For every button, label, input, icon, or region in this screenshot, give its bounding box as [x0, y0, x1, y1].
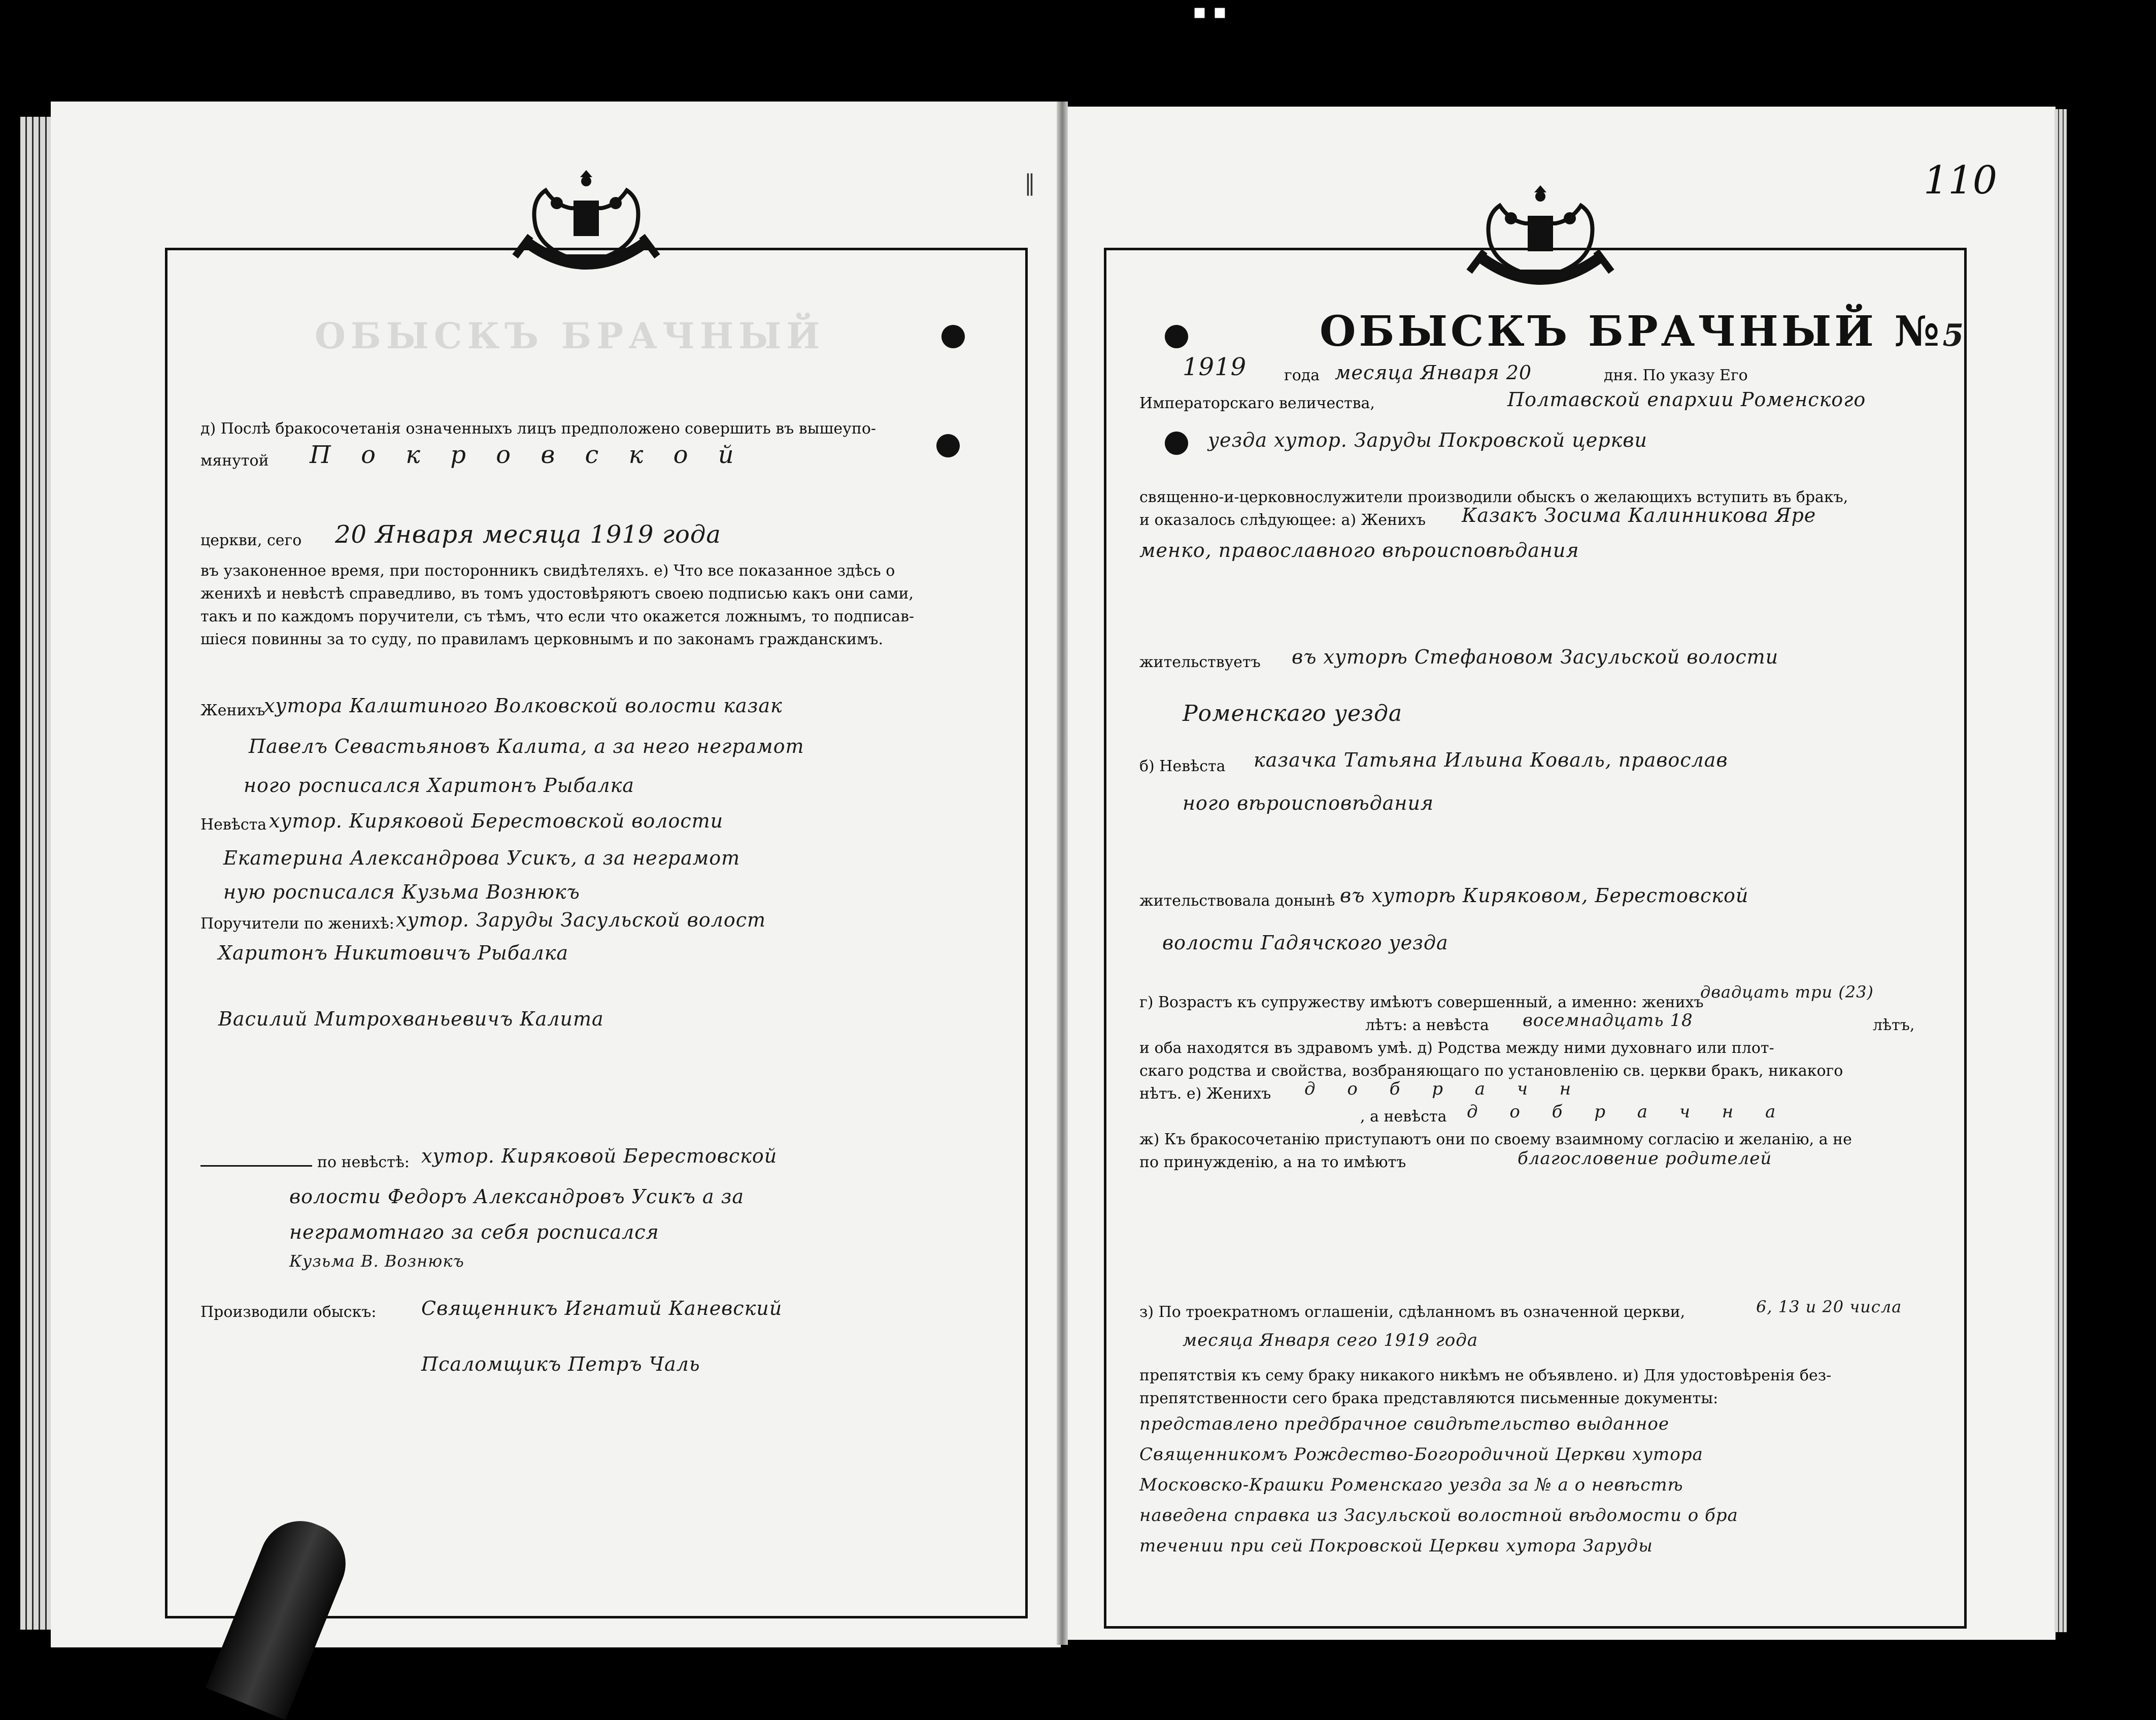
groom-description-handwritten: менко, православного вѣроисповѣдания — [1139, 539, 1579, 561]
documents-handwritten: Московско-Крашки Роменскаго уезда за № а о невѣстѣ — [1139, 1475, 1683, 1495]
guarantor-signature-line: неграмотнаго за себя росписался — [289, 1221, 659, 1243]
header-line2-handwritten: Полтавской епархии Роменского — [1507, 388, 1866, 411]
blessing-handwritten: благословение родителей — [1518, 1148, 1772, 1169]
groom-signature-line: Павелъ Севастьяновъ Калита, а за него неграмот — [249, 735, 804, 757]
groom-residence-handwritten: Роменскаго уезда — [1183, 701, 1403, 726]
bride-residence-handwritten: волости Гадячского уезда — [1162, 932, 1448, 954]
banns-dates-handwritten: месяца Января сего 1919 года — [1183, 1330, 1478, 1350]
groom-age-handwritten: двадцать три (23) — [1700, 982, 1874, 1002]
priest-signature: Священникъ Игнатий Каневский — [421, 1297, 783, 1319]
documents-handwritten: Священникомъ Рождество-Богородичной Церкви хутора — [1139, 1444, 1703, 1465]
age-line: лѣтъ, — [1873, 1016, 1915, 1034]
bleed-through-text: ОБЫСКЪ БРАЧНЫЙ — [315, 315, 825, 357]
age-line: по принужденію, а на то имѣютъ — [1139, 1153, 1406, 1171]
bride-label-right: б) Невѣста — [1139, 757, 1226, 775]
guarantor-signature-line: Харитонъ Никитовичъ Рыбалка — [218, 942, 569, 964]
book-gutter — [1057, 102, 1068, 1645]
age-line: г) Возрастъ къ супружеству имѣютъ совершенный, а именно: женихъ — [1139, 994, 1704, 1011]
binding-hole — [1165, 432, 1188, 455]
groom-residence-handwritten: въ хуторѣ Стефановом Засульской волости — [1292, 646, 1779, 668]
impediment-print: препятствія къ сему браку никакого никѣмъ не объявлено. и) Для удостовѣренія без- — [1139, 1367, 1832, 1384]
bride-age-handwritten: восемнадцать 18 — [1523, 1010, 1693, 1031]
documents-handwritten: наведена справка из Засульской волостной вѣдомости о бра — [1139, 1505, 1738, 1526]
age-line: и оба находятся въ здравомъ умѣ. д) Родства между ними духовнаго или плот- — [1139, 1039, 1774, 1057]
binding-hole — [941, 325, 965, 348]
groom-description-handwritten: Казакъ Зосима Калинникова Яре — [1462, 504, 1816, 526]
guarantors-bride-label: по невѣстѣ: — [317, 1153, 410, 1171]
guarantor-signature-line: хутор. Заруды Засульской волост — [396, 909, 766, 931]
bride-description-handwritten: казачка Татьяна Ильина Коваль, православ — [1254, 749, 1728, 771]
header-year-handwritten: 1919 — [1183, 353, 1247, 381]
legal-line-3: такъ и по каждомъ поручители, съ тѣмъ, что если что окажется ложнымъ, то подписав- — [200, 608, 915, 625]
groom-residence-label: жительствуетъ — [1139, 653, 1261, 671]
clergy-line-1: священно-и-церковнослужители производили обыскъ о желающихъ вступить въ бракъ, — [1139, 488, 1848, 506]
page-stack-edge-right — [2054, 109, 2067, 1632]
age-line: ж) Къ бракосочетанію приступаютъ они по своему взаимному согласію и желанію, а не — [1139, 1131, 1852, 1148]
guarantor-signature-line: волости Федоръ Александровъ Усикъ а за — [289, 1185, 745, 1208]
groom-label: Женихъ — [200, 702, 265, 719]
page-number: 110 — [1924, 157, 1998, 203]
documents-handwritten: представлено предбрачное свидѣтельство выданное — [1139, 1414, 1670, 1434]
binding-hole — [1165, 325, 1188, 348]
conducted-label: Производили обыскъ: — [200, 1303, 377, 1321]
bride-description-handwritten: ного вѣроисповѣдания — [1183, 792, 1434, 814]
documents-handwritten: течении при сей Покровской Церкви хутора Заруды — [1139, 1536, 1653, 1556]
age-line: нѣтъ. е) Женихъ — [1139, 1085, 1271, 1103]
groom-signature-line: ного росписался Харитонъ Рыбалка — [244, 774, 634, 797]
church-label: церкви, сего — [200, 532, 302, 549]
age-line: скаго родства и свойства, возбраняющаго по установленію св. церкви бракъ, никакого — [1139, 1062, 1843, 1080]
header-day-print: дня. По указу Его — [1604, 367, 1748, 384]
legal-line-4: шіеся повинны за то суду, по правиламъ церковнымъ и по законамъ гражданскимъ. — [200, 631, 884, 648]
clergy-line-2: и оказалось слѣдующее: а) Женихъ — [1139, 511, 1426, 529]
document-title: ОБЫСКЪ БРАЧНЫЙ №5 — [1320, 307, 1965, 356]
groom-signature-line: хутора Калштиного Волковской волости казак — [264, 694, 783, 717]
bride-signature-line: Екатерина Александрова Усикъ, а за неграмот — [223, 847, 740, 869]
binding-hole — [936, 434, 960, 457]
banns-dates-handwritten: 6, 13 и 20 числа — [1756, 1297, 1902, 1316]
bride-label: Невѣста — [200, 816, 267, 834]
groom-first-marriage-handwritten: д о б р а ч н — [1304, 1079, 1585, 1099]
header-line2-print: Императорскаго величества, — [1139, 394, 1375, 412]
age-line: лѣтъ: а невѣста — [1365, 1016, 1489, 1034]
film-frame-mark: ▪ ▪ — [1193, 0, 1227, 23]
guarantors-groom-label: Поручители по женихѣ: — [200, 915, 394, 933]
church-name-handwritten: П о к р о в с к о й — [310, 441, 745, 469]
age-line: , а невѣста — [1360, 1108, 1447, 1126]
legal-line-2: женихѣ и невѣстѣ справедливо, въ томъ удостовѣряютъ своею подписью какъ они сами, — [200, 585, 914, 603]
para-d-print: д) Послѣ бракосочетанія означенныхъ лицъ предположено совершить въ вышеупо- — [200, 420, 877, 438]
bride-signature-line: ную росписался Кузьма Вознюкъ — [223, 881, 580, 903]
bride-signature-line: хутор. Киряковой Берестовской волости — [269, 810, 724, 832]
psalmist-signature: Псаломщикъ Петръ Чаль — [421, 1353, 700, 1375]
bride-residence-label: жительствовала донынѣ — [1139, 892, 1335, 910]
dash-rule — [200, 1165, 312, 1167]
para-d-print-2: мянутой — [200, 452, 269, 470]
header-year-print: года — [1284, 367, 1320, 384]
banns-print: з) По троекратномъ оглашеніи, сдѣланномъ въ означенной церкви, — [1139, 1303, 1686, 1321]
header-month-handwritten: месяца Января 20 — [1335, 361, 1532, 384]
wedding-date-handwritten: 20 Января месяца 1919 года — [335, 520, 721, 549]
legal-line-1: въ узаконенное время, при посторонникъ свидѣтеляхъ. е) Что все показанное здѣсь о — [200, 562, 895, 580]
guarantor-signature-line: хутор. Киряковой Берестовской — [421, 1145, 778, 1167]
bride-first-marriage-handwritten: д о б р а ч н а — [1467, 1102, 1789, 1122]
impediment-print: препятственности сего брака представляются письменные документы: — [1139, 1390, 1719, 1407]
guarantor-signature-line: Василий Митрохваньевичъ Калита — [218, 1008, 604, 1030]
bride-residence-handwritten: въ хуторѣ Киряковом, Берестовской — [1340, 884, 1749, 907]
margin-tick-mark: ‖ — [1024, 170, 1035, 196]
guarantor-signature-line: Кузьма В. Вознюкъ — [289, 1251, 464, 1271]
header-line3-handwritten: уезда хутор. Заруды Покровской церкви — [1208, 429, 1647, 451]
